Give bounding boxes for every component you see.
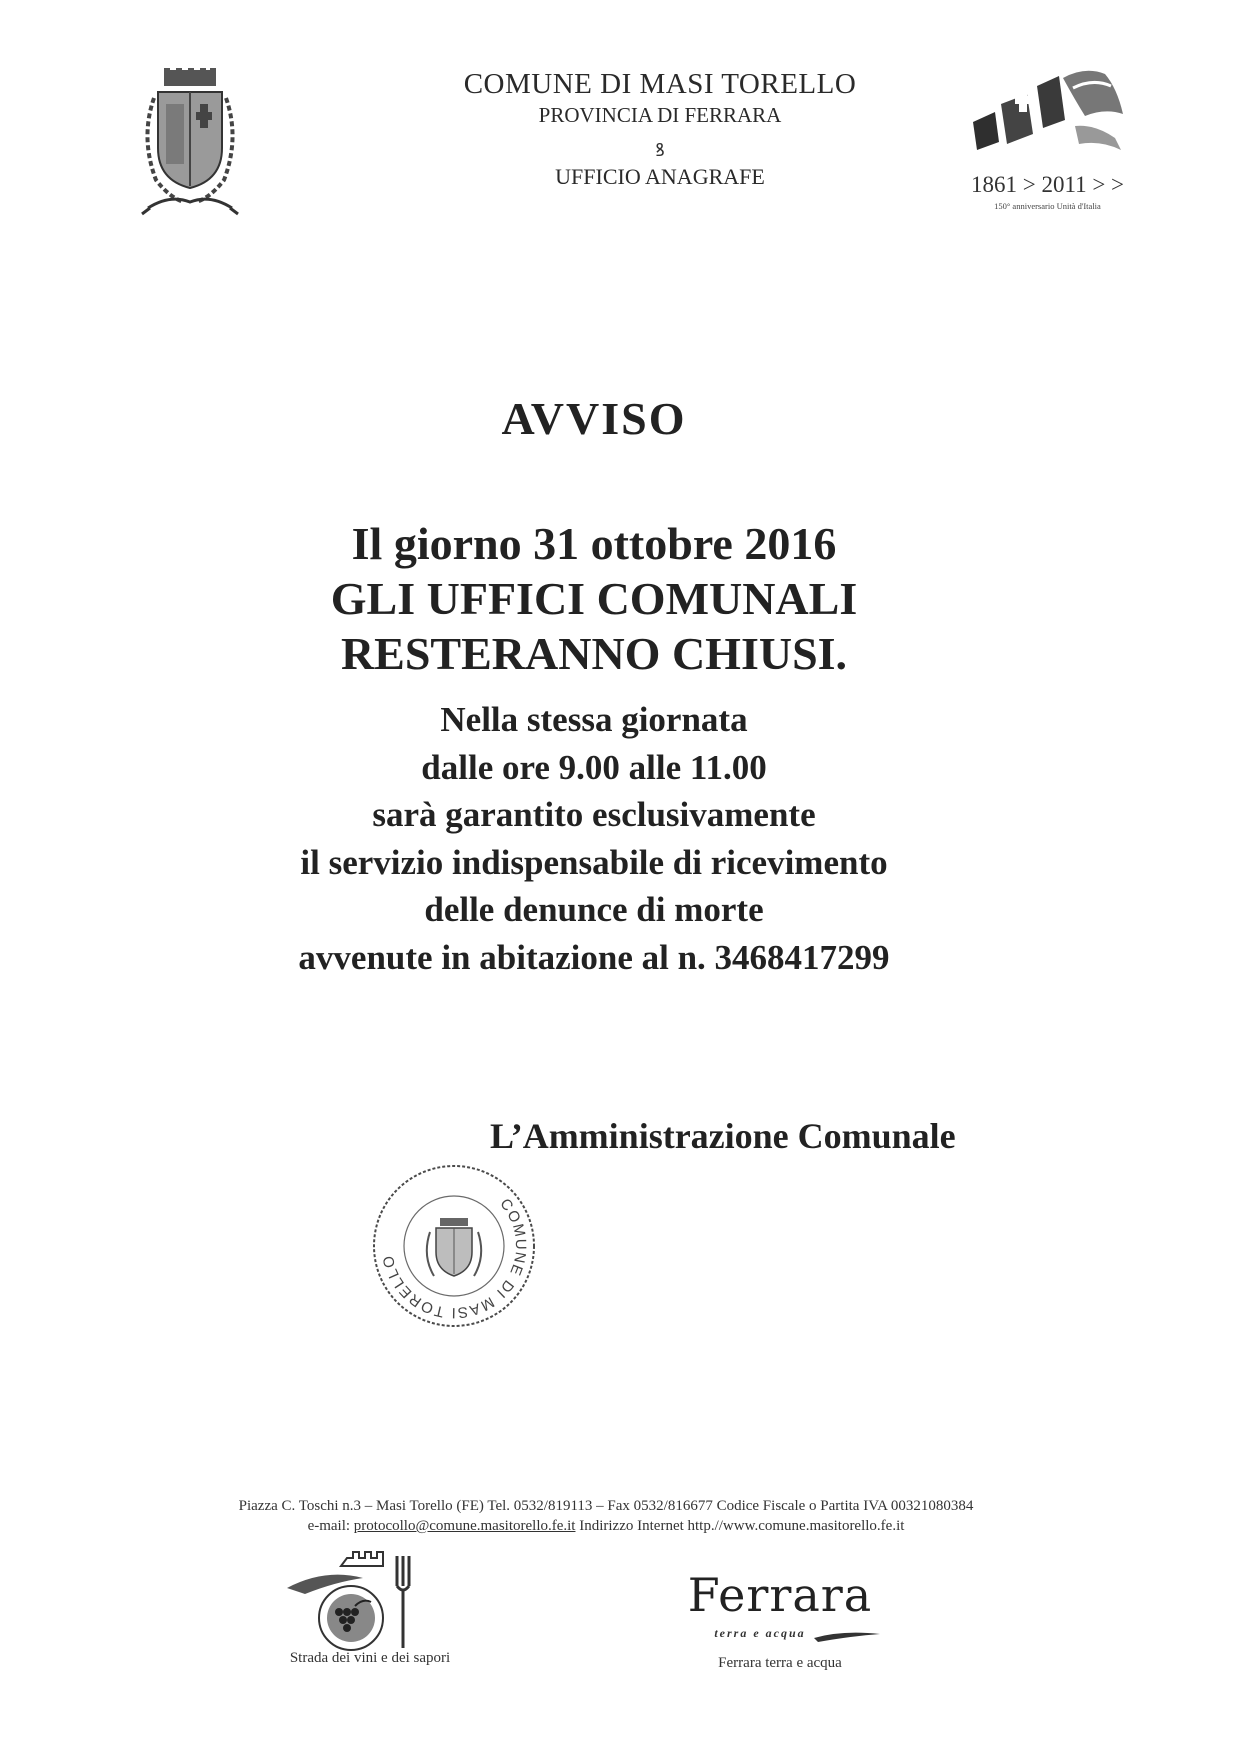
stamp-text: COMUNE DI MASI TORELLO	[379, 1195, 530, 1322]
anniversary-years: 1861 > 2011 > >	[970, 172, 1125, 197]
detail-line: avvenute in abitazione al n. 3468417299	[298, 937, 890, 977]
ferrara-wordmark: Ferrara	[687, 1568, 873, 1622]
municipality-name: COMUNE DI MASI TORELLO	[463, 68, 857, 100]
headline-line: Il giorno 31 ottobre 2016	[351, 518, 837, 569]
footer-address: Piazza C. Toschi n.3 – Masi Torello (FE) Tel. 0532/819113 – Fax 0532/816677 Codice Fiscale o Partita IVA 00321080384	[238, 1498, 974, 1514]
wine-route-logo	[285, 1548, 425, 1658]
notice-headline	[0, 516, 1188, 681]
detail-line: delle denunce di morte	[424, 890, 764, 929]
email-link[interactable]: protocollo@comune.masitorello.fe.it	[353, 1518, 576, 1534]
detail-line: Nella stessa giornata	[440, 700, 748, 739]
headline-line: GLI UFFICI COMUNALI	[330, 573, 858, 624]
anniversary-subtitle: 150° anniversario Unità d'Italia	[994, 201, 1101, 211]
coat-of-arms-icon	[140, 68, 240, 218]
headline-line: RESTERANNO CHIUSI.	[340, 628, 848, 679]
website-text: Indirizzo Internet http.//www.comune.masitorello.fe.it	[575, 1518, 905, 1534]
letterhead	[380, 66, 940, 190]
italian-flag-icon	[955, 64, 1140, 169]
notice-details	[0, 696, 1188, 981]
ferrara-swoosh-icon	[812, 1628, 882, 1644]
ferrara-caption: Ferrara terra e acqua	[718, 1655, 842, 1671]
anniversary-logo	[955, 64, 1140, 224]
office-name: UFFICIO ANAGRAFE	[555, 164, 765, 189]
detail-line: sarà garantito esclusivamente	[372, 795, 816, 834]
office-marker: ꝸ	[655, 140, 665, 160]
footer-contact-line	[0, 1516, 1212, 1536]
signature: L’Amministrazione Comunale	[490, 1116, 956, 1156]
email-prefix: e-mail:	[307, 1518, 354, 1534]
footer-contacts	[0, 1496, 1212, 1536]
wine-route-caption: Strada dei vini e dei sapori	[289, 1650, 451, 1666]
detail-line: dalle ore 9.00 alle 11.00	[421, 747, 767, 787]
detail-line: il servizio indispensabile di ricevimento	[300, 842, 888, 882]
notice-title: AVVISO	[501, 393, 687, 444]
ferrara-tagline: terra e acqua	[714, 1626, 806, 1640]
official-stamp	[370, 1160, 538, 1332]
province-name: PROVINCIA DI FERRARA	[538, 103, 782, 127]
